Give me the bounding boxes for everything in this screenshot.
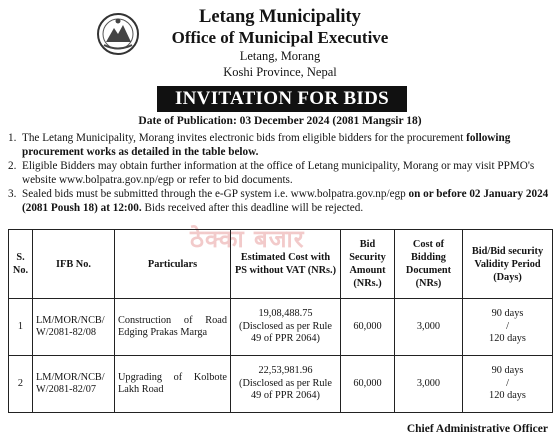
- office-name: Office of Municipal Executive: [171, 28, 389, 47]
- paragraph-1: [8, 132, 554, 159]
- col-header-doc-cost: Cost of Bidding Document (NRs): [395, 230, 463, 299]
- col-header-security: Bid Security Amount (NRs.): [341, 230, 395, 299]
- cost-value: 22,53,981.96: [258, 365, 313, 377]
- validity-separator: /: [506, 377, 509, 389]
- cost-note: (Disclosed as per Rule 49 of PPR 2064): [239, 320, 332, 345]
- cell-validity: [463, 299, 553, 356]
- table-row: [9, 356, 553, 413]
- cell-security: 60,000: [341, 356, 395, 413]
- notice-paragraphs: [8, 132, 554, 217]
- address-line-2: Koshi Province, Nepal: [223, 65, 337, 79]
- validity-bid: 90 days: [491, 308, 524, 320]
- table-row: [9, 299, 553, 356]
- cell-doc-cost: 3,000: [395, 299, 463, 356]
- validity-bid: 90 days: [491, 365, 524, 377]
- paragraph-1-bold: following procurement works as detailed in the table below.: [22, 132, 511, 158]
- col-header-cost: Estimated Cost with PS without VAT (NRs.): [231, 230, 341, 299]
- cost-note: (Disclosed as per Rule 49 of PPR 2064): [239, 377, 332, 402]
- cell-sno: 2: [9, 356, 33, 413]
- bids-table: [8, 229, 553, 413]
- paragraph-number: 3.: [8, 188, 17, 201]
- letterhead: [150, 6, 410, 80]
- validity-security: 120 days: [489, 333, 526, 345]
- watermark: ठेक्का बजार: [190, 225, 305, 253]
- paragraph-number: 2.: [8, 160, 17, 173]
- cell-ifb: LM/MOR/NCB/ W/2081-82/07: [33, 356, 115, 413]
- cell-sno: 1: [9, 299, 33, 356]
- col-header-sno: S. No.: [9, 230, 33, 299]
- validity-security: 120 days: [489, 390, 526, 402]
- paragraph-number: 1.: [8, 132, 17, 144]
- validity-separator: /: [506, 320, 509, 332]
- cell-validity: [463, 356, 553, 413]
- paragraph-3-text: Sealed bids must be submitted through the e-GP system i.e. www.bolpatra.gov.np/egp: [22, 188, 409, 201]
- nepal-government-emblem-icon: [96, 12, 140, 56]
- signatory: Chief Administrative Officer: [406, 423, 548, 435]
- paragraph-3-deadline: on or before 02 January 2024 (2081 Poush 18) at 12:00.: [22, 188, 549, 214]
- paragraph-2-text: Eligible Bidders may obtain further information at the office of Letang municipality, Morang or may visit PPMO's website www.bolpatra.gov.np/egp or refer to bid documents.: [22, 160, 535, 186]
- cell-particulars: Construction of Road Edging Prakas Marga: [115, 299, 231, 356]
- table-header-row: [9, 230, 553, 299]
- cost-value: 19,08,488.75: [258, 308, 313, 320]
- paragraph-3-text-end: Bids received after this deadline will be rejected.: [141, 201, 364, 214]
- paragraph-text: [22, 188, 554, 215]
- cell-cost: [231, 356, 341, 413]
- notice-title-banner: INVITATION FOR BIDS: [157, 86, 407, 112]
- col-header-particulars: Particulars: [115, 230, 231, 299]
- paragraph-text: [22, 132, 554, 159]
- cell-ifb: LM/MOR/NCB/ W/2081-82/08: [33, 299, 115, 356]
- cell-security: 60,000: [341, 299, 395, 356]
- cell-cost: [231, 299, 341, 356]
- paragraph-1-text: The Letang Municipality, Morang invites electronic bids from eligible bidders for the procurement: [22, 132, 467, 144]
- publication-date: Date of Publication: 03 December 2024 (2081 Mangsir 18): [138, 115, 422, 127]
- cell-particulars: Upgrading of Kolbote Lakh Road: [115, 356, 231, 413]
- address-line-1: Letang, Morang: [239, 49, 321, 63]
- cell-doc-cost: 3,000: [395, 356, 463, 413]
- org-name: Letang Municipality: [199, 7, 361, 27]
- col-header-validity: Bid/Bid security Validity Period (Days): [463, 230, 553, 299]
- paragraph-3: [8, 188, 554, 215]
- paragraph-2: [8, 160, 554, 187]
- col-header-ifb: IFB No.: [33, 230, 115, 299]
